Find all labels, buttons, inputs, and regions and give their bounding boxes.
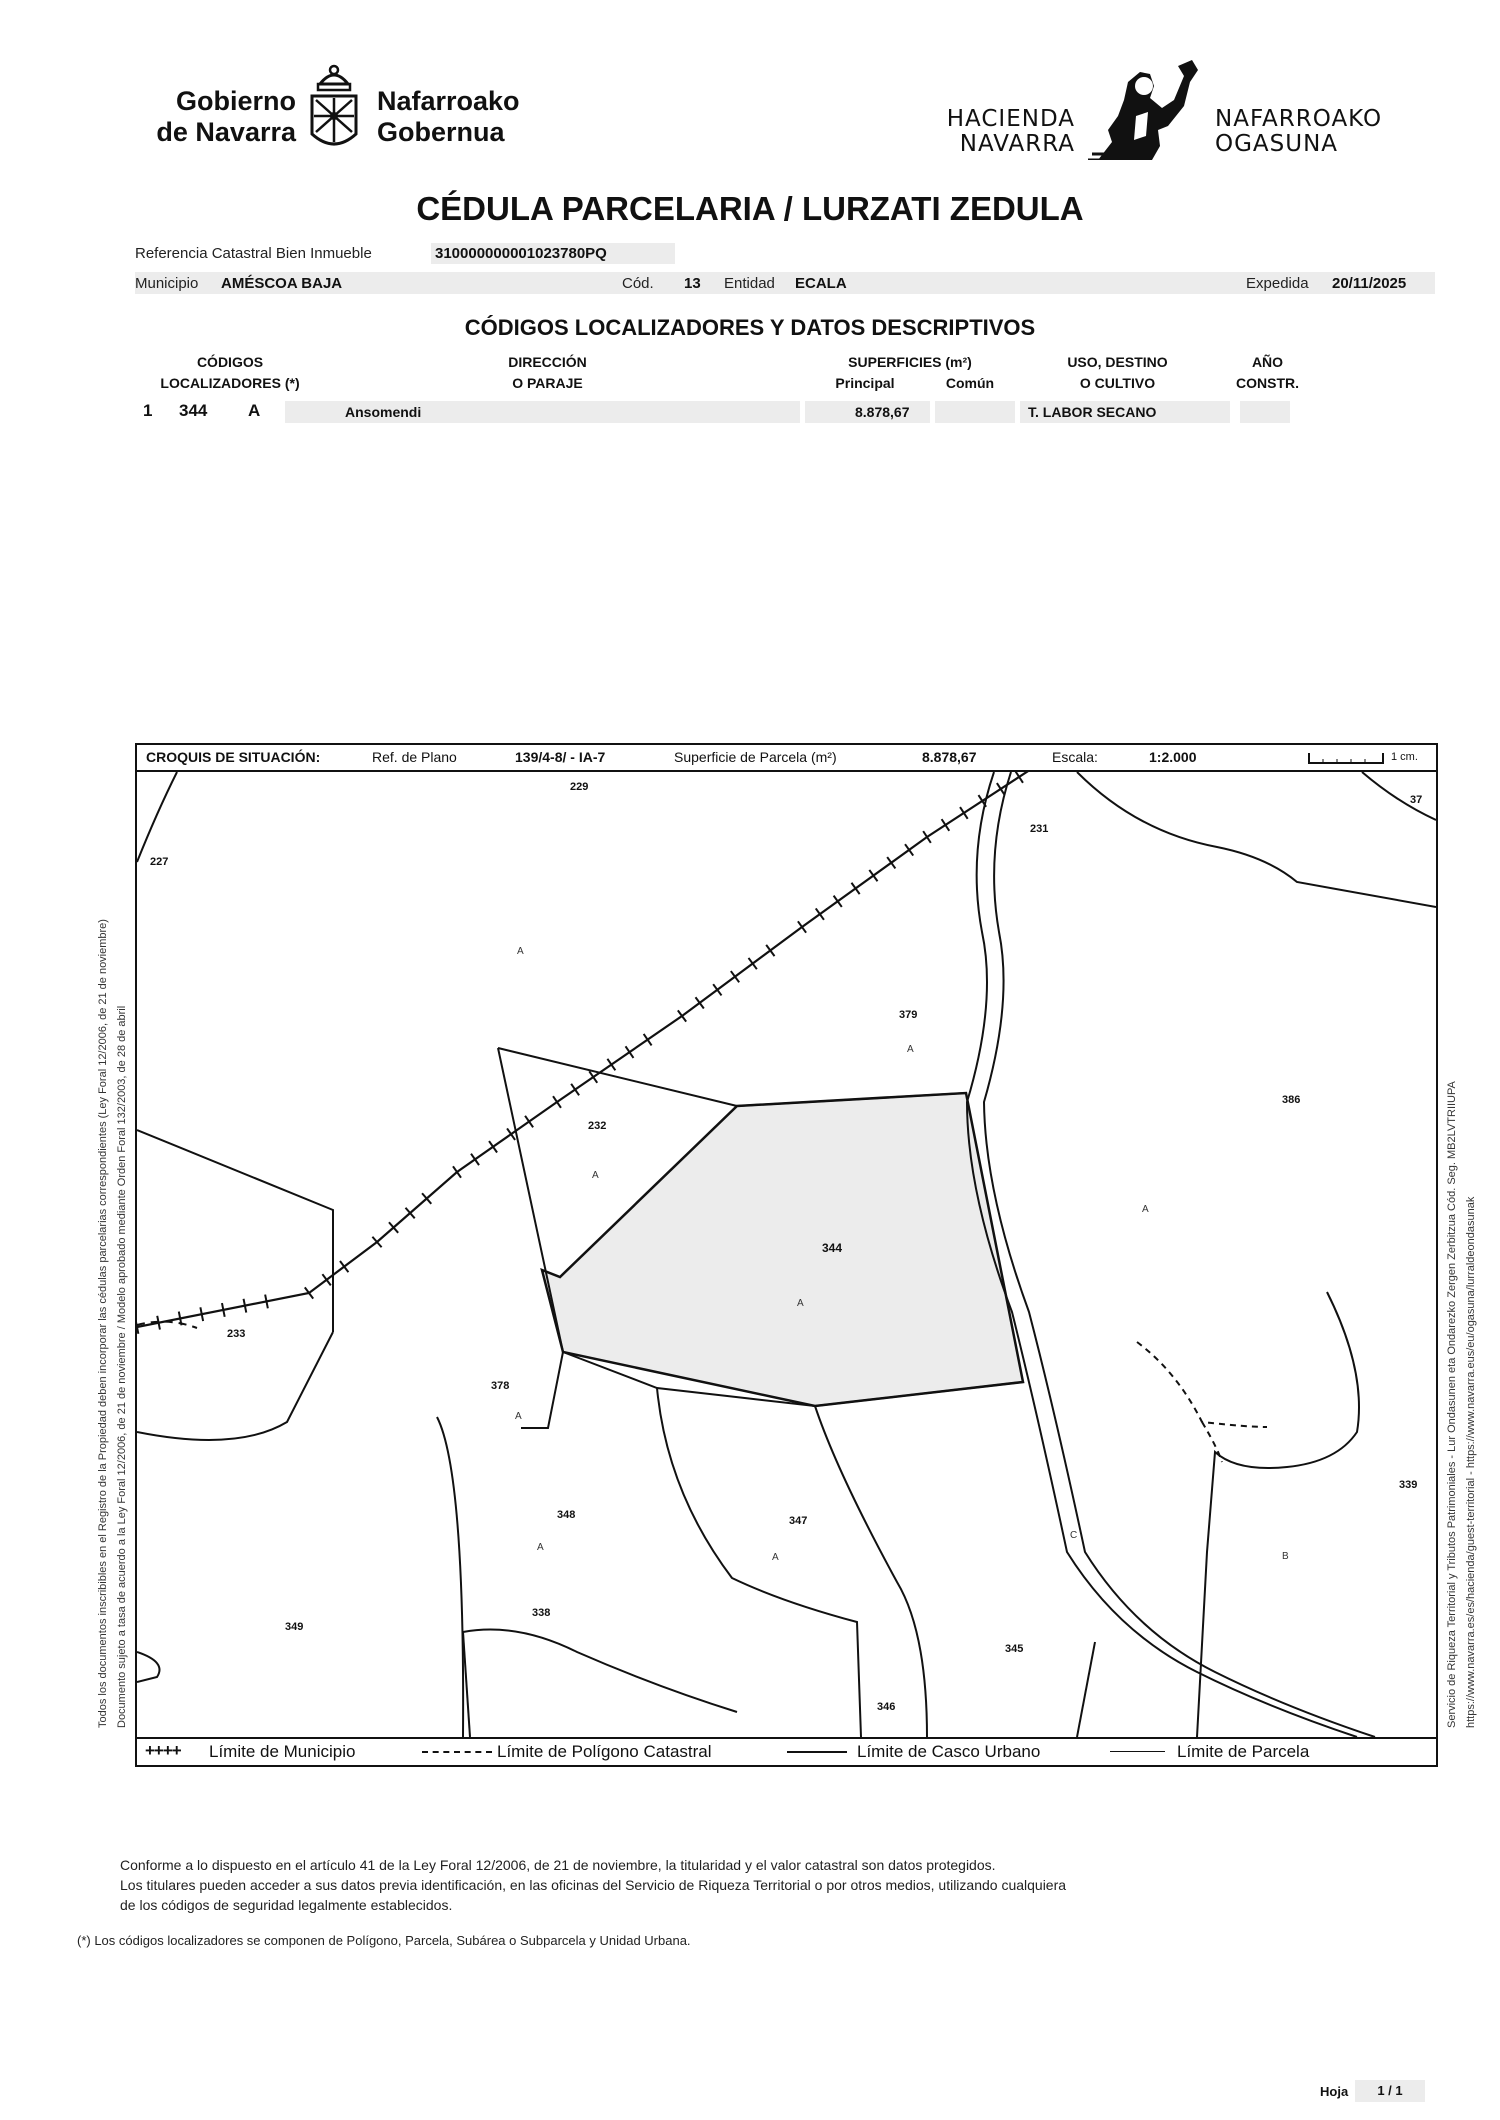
hacienda-left-line1: HACIENDA (946, 106, 1075, 132)
comun-cell-bg (935, 401, 1015, 423)
header-anio (1220, 352, 1315, 394)
escala-label: Escala: (1052, 749, 1098, 765)
limit-cross-mark (960, 807, 968, 819)
legend-crosses-icon: ++++ (145, 1741, 181, 1760)
footer-line1: Conforme a lo dispuesto en el artículo 41 de la Ley Foral 12/2006, de 21 de noviembre, la titularidad y el valor catastral son datos protegidos. (120, 1857, 996, 1873)
uso-value: T. LABOR SECANO (1028, 404, 1157, 420)
label-379: 379 (899, 1009, 918, 1021)
legend-poligono: Límite de Polígono Catastral (497, 1742, 712, 1761)
croquis-info-bar (137, 745, 1436, 772)
limit-cross-mark (525, 1116, 533, 1127)
label-348: 348 (557, 1509, 576, 1521)
limit-cross-mark (157, 1316, 160, 1330)
label-347: 347 (789, 1515, 808, 1527)
footer-line2: Los titulares pueden acceder a sus datos previa identificación, en las oficinas del Servicio de Riqueza Territorial o por otros medios, utilizando cualquiera (120, 1877, 1067, 1893)
hacienda-navarra-text (945, 107, 1075, 157)
municipio-value: AMÉSCOA BAJA (221, 275, 343, 292)
paraje-value: Ansomendi (345, 404, 422, 420)
limit-cross-mark (749, 958, 757, 969)
label-349: 349 (285, 1621, 304, 1633)
header-uso (1040, 352, 1195, 394)
label-338: 338 (532, 1607, 551, 1619)
limit-cross-mark (222, 1303, 225, 1317)
limit-cross-mark (571, 1084, 579, 1096)
limit-cross-mark (489, 1141, 497, 1152)
limit-cross-mark (678, 1010, 686, 1021)
label-386: 386 (1282, 1094, 1301, 1106)
hoja-value: 1 / 1 (1355, 2080, 1425, 2102)
header-direccion-line1: DIRECCIÓN (508, 354, 587, 370)
limit-cross-mark (553, 1096, 561, 1108)
header-direccion-line2: O PARAJE (512, 375, 583, 391)
ref-catastral-value: 310000000001023780PQ (431, 243, 675, 264)
limit-cross-mark (265, 1295, 268, 1309)
limit-cross-mark (731, 971, 739, 982)
side-text-left-1: Todos los documentos inscribibles en el Registro de la Propiedad deben incorporar las cédulas parcelarias correspondientes (Ley Foral 12/2006, de 21 de noviembre) (97, 919, 109, 1728)
ref-plano-label: Ref. de Plano (372, 749, 457, 765)
gov-right-line2: Gobernua (377, 117, 505, 147)
subarea-a-229: A (517, 946, 524, 957)
footer-legal (120, 1855, 1066, 1915)
limit-cross-mark (997, 783, 1005, 795)
limit-cross-mark (589, 1071, 597, 1083)
label-231: 231 (1030, 823, 1049, 835)
parcel-344-highlight (542, 1093, 1023, 1406)
label-378: 378 (491, 1380, 510, 1392)
limit-cross-mark (322, 1274, 330, 1285)
gov-left-line2: de Navarra (156, 117, 296, 147)
limit-cross-mark (244, 1299, 247, 1313)
subarea-a-386: A (1142, 1204, 1149, 1215)
nafarroako-gobernua-text (377, 86, 520, 148)
header-uso-line1: USO, DESTINO (1067, 354, 1168, 370)
subarea-a-379: A (907, 1044, 914, 1055)
section-subtitle: CÓDIGOS LOCALIZADORES Y DATOS DESCRIPTIVOS (464, 315, 1036, 340)
gov-left-line1: Gobierno (176, 86, 296, 116)
limit-cross-mark (200, 1307, 203, 1321)
poligono-value: 1 (143, 401, 153, 420)
cod-label: Cód. (622, 275, 654, 292)
header-codigos (140, 352, 320, 394)
subarea-a-232: A (592, 1170, 599, 1181)
header-anio-line1: AÑO (1251, 354, 1284, 370)
limit-cross-mark (471, 1154, 479, 1165)
map-legend (137, 1737, 1436, 1767)
principal-value: 8.878,67 (855, 404, 910, 420)
label-229: 229 (570, 781, 589, 793)
limit-cross-mark (340, 1261, 348, 1272)
escala-value: 1:2.000 (1149, 749, 1197, 765)
subarea-c-road: C (1070, 1530, 1078, 1541)
municipio-label: Municipio (135, 275, 199, 292)
subarea-a-348: A (537, 1542, 544, 1553)
hacienda-left-line2: NAVARRA (959, 131, 1075, 157)
footer-note: (*) Los códigos localizadores se componen de Polígono, Parcela, Subárea o Subparcela y Unidad Urbana. (77, 1933, 691, 1948)
limit-cross-mark (798, 921, 806, 932)
entidad-label: Entidad (724, 275, 775, 292)
limit-cross-mark (869, 870, 877, 881)
ref-plano-value: 139/4-8/ - IA-7 (515, 749, 606, 765)
gobierno-navarra-text (148, 86, 296, 148)
superficie-parcela-label: Superficie de Parcela (m²) (674, 749, 837, 765)
subarea-value: A (248, 401, 261, 420)
footer-line3: de los códigos de seguridad legalmente establecidos. (120, 1897, 453, 1913)
expedida-label: Expedida (1246, 275, 1309, 292)
side-text-left-2: Documento sujeto a tasa de acuerdo a la Ley Foral 12/2006, de 21 de noviembre / Modelo aprobado mediante Orden Foral 132/2003, de 28 de abril (116, 1005, 128, 1728)
header-superficies: SUPERFICIES (m²) (848, 354, 972, 370)
label-345: 345 (1005, 1643, 1024, 1655)
side-text-right-1: Servicio de Riqueza Territorial y Tributos Patrimoniales - Lur Ondasunen eta Ondarezko Zergen Zerbitzua Cód. Seg. MB2LVTRIIUPA (1446, 1081, 1458, 1728)
legend-parcela-line-icon (1110, 1751, 1165, 1752)
limit-cross-mark (905, 844, 913, 855)
navarra-coat-of-arms-icon (306, 62, 362, 154)
header-anio-line2: CONSTR. (1236, 375, 1299, 391)
limit-cross-mark (816, 908, 824, 919)
parcela-value: 344 (179, 401, 208, 420)
expedida-value: 20/11/2025 (1332, 275, 1407, 292)
hoja-label: Hoja (1320, 2084, 1349, 2099)
hacienda-right-line1: NAFARROAKO (1215, 106, 1383, 132)
limit-cross-mark (453, 1166, 461, 1177)
scale-bar-icon (1307, 751, 1387, 765)
label-37: 37 (1410, 794, 1423, 806)
anio-cell-bg (1240, 401, 1290, 423)
legend-casco: Límite de Casco Urbano (857, 1742, 1041, 1761)
superficie-parcela-value: 8.878,67 (922, 749, 977, 765)
limit-cross-mark (607, 1059, 615, 1071)
label-227: 227 (150, 856, 169, 868)
limit-cross-mark (923, 831, 931, 843)
label-339: 339 (1399, 1479, 1418, 1491)
subarea-a-347: A (772, 1552, 779, 1563)
hacienda-right-line2: OGASUNA (1215, 131, 1339, 157)
label-233: 233 (227, 1328, 246, 1340)
label-346: 346 (877, 1701, 896, 1713)
limit-cross-mark (713, 984, 721, 995)
label-232: 232 (588, 1120, 607, 1132)
limit-cross-mark (834, 896, 842, 907)
subarea-a-378: A (515, 1411, 522, 1422)
entidad-value: ECALA (795, 275, 847, 292)
limit-cross-mark (696, 997, 704, 1008)
header-codigos-line2: LOCALIZADORES (*) (160, 375, 300, 391)
label-344: 344 (822, 1241, 843, 1255)
subarea-b-339: B (1282, 1551, 1289, 1562)
legend-parcela: Límite de Parcela (1177, 1742, 1310, 1761)
parcel-map (137, 772, 1436, 1737)
limit-cross-mark (644, 1034, 652, 1046)
cod-value: 13 (684, 275, 701, 292)
limit-cross-mark (626, 1046, 634, 1058)
header-uso-line2: O CULTIVO (1079, 375, 1156, 391)
hacienda-statue-logo-icon (1088, 56, 1213, 160)
limit-cross-mark (887, 857, 895, 868)
legend-casco-line-icon (787, 1751, 847, 1753)
header-comun: Común (945, 375, 995, 391)
scale-unit-label: 1 cm. (1391, 751, 1418, 763)
gov-right-line1: Nafarroako (377, 86, 520, 116)
legend-dash-icon (422, 1751, 492, 1753)
header-principal: Principal (835, 375, 895, 391)
croquis-label: CROQUIS DE SITUACIÓN: (146, 749, 321, 765)
subarea-a-344: A (797, 1298, 804, 1309)
limit-cross-mark (507, 1128, 515, 1139)
header-codigos-line1: CÓDIGOS (196, 354, 264, 370)
ref-catastral-label: Referencia Catastral Bien Inmueble (135, 245, 372, 262)
nafarroako-ogasuna-text (1215, 107, 1382, 157)
header-direccion (465, 352, 630, 394)
limit-cross-mark (851, 883, 859, 894)
document-title: CÉDULA PARCELARIA / LURZATI ZEDULA (416, 190, 1084, 227)
limit-cross-mark (942, 819, 950, 831)
legend-municipio: Límite de Municipio (209, 1742, 356, 1761)
limit-cross-mark (766, 945, 774, 956)
side-text-right-2: https://www.navarra.es/es/hacienda/guest-territorial - https://www.navarra.eus/eu/ogasuna/lurraldeondasunak (1465, 1196, 1477, 1728)
